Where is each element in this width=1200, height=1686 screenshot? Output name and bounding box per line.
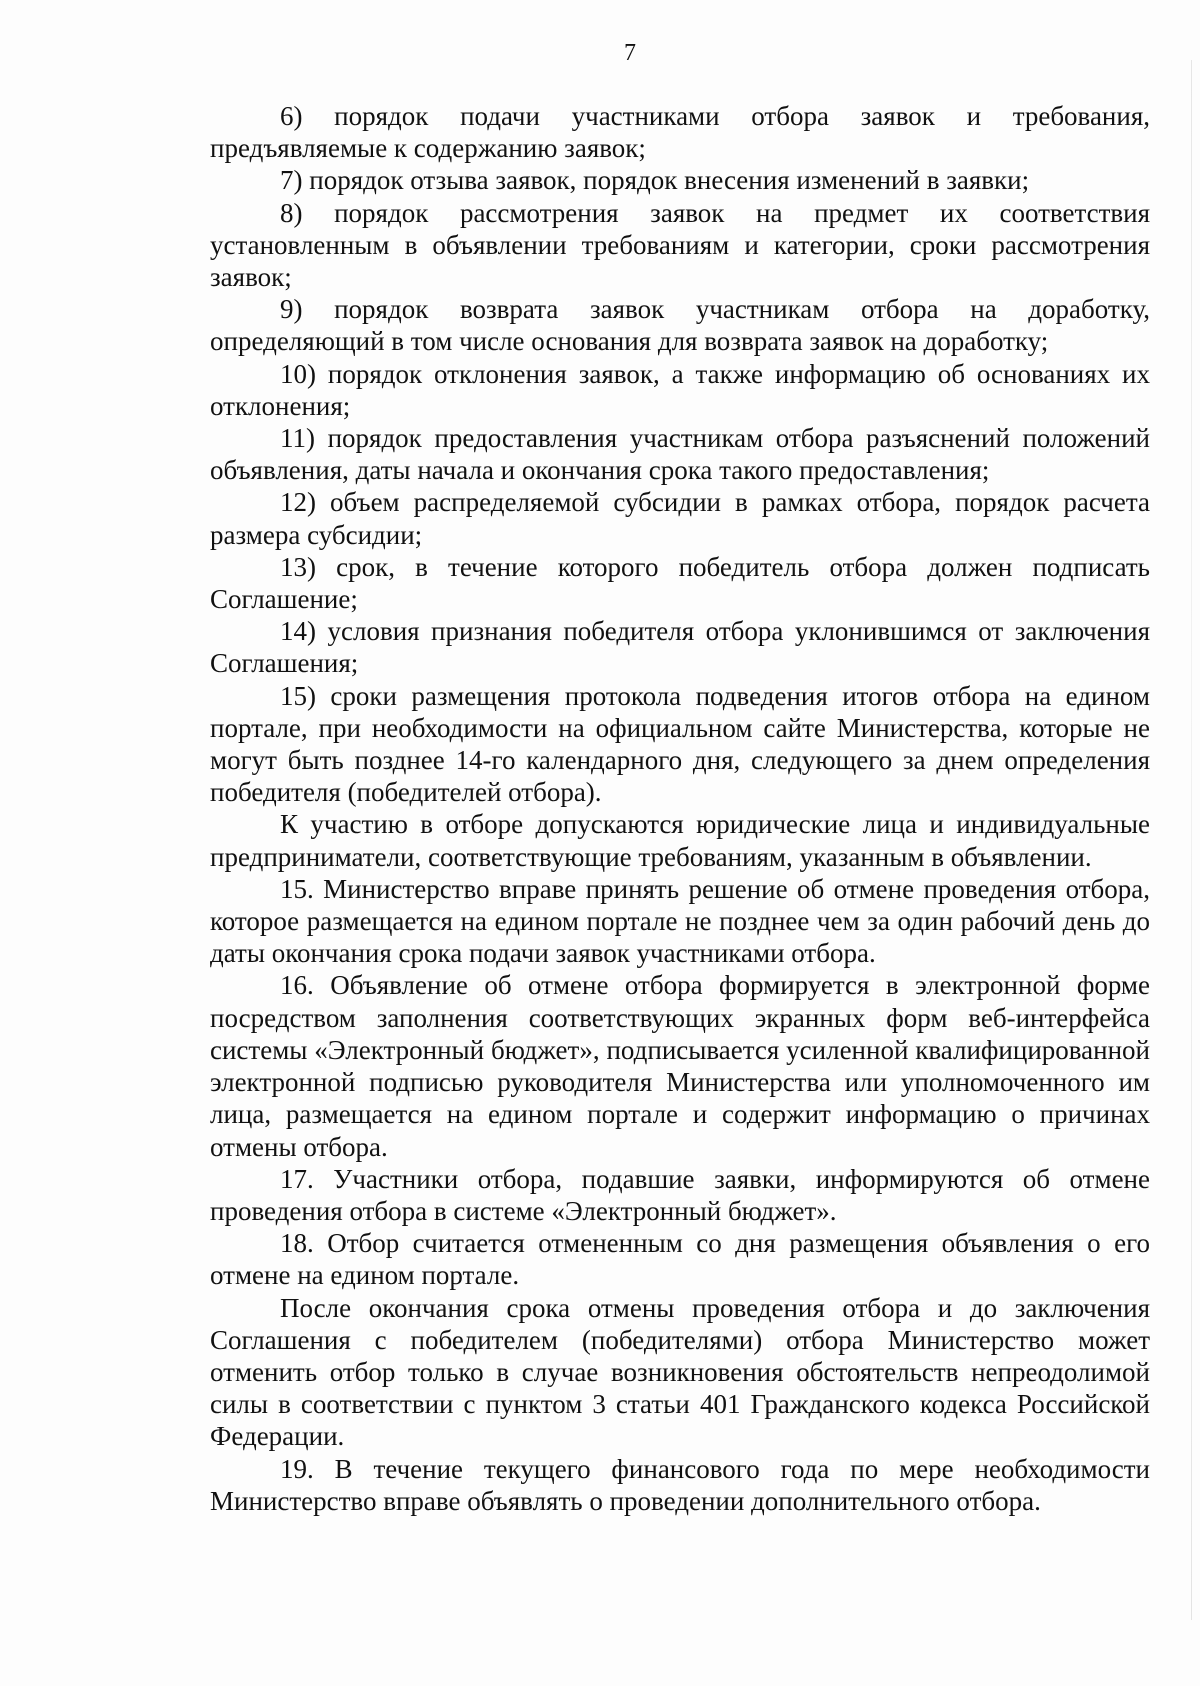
paragraph-item-12: 12) объем распределяемой субсидии в рамках отбора, порядок расчета размера субсидии; bbox=[210, 487, 1150, 550]
paragraph-item-14: 14) условия признания победителя отбора уклонившимся от заключения Соглашения; bbox=[210, 616, 1150, 679]
paragraph-clause-19: 19. В течение текущего финансового года по мере необходимости Министерство вправе объявлять о проведении дополнительного отбора. bbox=[210, 1453, 1150, 1516]
paragraph-item-13: 13) срок, в течение которого победитель отбора должен подписать Соглашение; bbox=[210, 551, 1150, 615]
paragraph-clause-17: 17. Участники отбора, подавшие заявки, информируются об отмене проведения отбора в системе «Электронный бюджет». bbox=[210, 1163, 1150, 1226]
paragraph-force-majeure: После окончания срока отмены проведения отбора и до заключения Соглашения с победителем (победителями) отбора Министерство может отменить отбор только в случае возникновения обстоятельств непреодолимой силы в соответствии с пунктом 3 статьи 401 Гражданского кодекса Российской Федерации. bbox=[210, 1292, 1150, 1452]
paragraph-item-6: 6) порядок подачи участниками отбора заявок и требования, предъявляемые к содержанию заявок; bbox=[210, 101, 1150, 164]
paragraph-clause-16: 16. Объявление об отмене отбора формируется в электронной форме посредством заполнения соответствующих экранных форм веб-интерфейса системы «Электронный бюджет», подписывается усиленной квалифицированной электронной подписью руководителя Министерства или уполномоченного им лица, размещается на едином портале и содержит информацию о причинах отмены отбора. bbox=[210, 970, 1150, 1162]
paragraph-clause-15: 15. Министерство вправе принять решение об отмене проведения отбора, которое размещается на едином портале не позднее чем за один рабочий день до даты окончания срока подачи заявок участниками отбора. bbox=[210, 873, 1150, 969]
paragraph-item-15: 15) сроки размещения протокола подведения итогов отбора на едином портале, при необходимости на официальном сайте Министерства, которые не могут быть позднее 14-го календарного дня, следующего за днем определения победителя (победителей отбора). bbox=[210, 680, 1150, 808]
paragraph-item-7: 7) порядок отзыва заявок, порядок внесения изменений в заявки; bbox=[280, 165, 1030, 196]
document-body bbox=[210, 100, 1150, 1517]
paragraph-item-10: 10) порядок отклонения заявок, а также информацию об основаниях их отклонения; bbox=[210, 358, 1150, 421]
paragraph-eligibility: К участию в отборе допускаются юридические лица и индивидуальные предприниматели, соответствующие требованиям, указанным в объявлении. bbox=[210, 809, 1150, 872]
paragraph-item-9: 9) порядок возврата заявок участникам отбора на доработку, определяющий в том числе основания для возврата заявок на доработку; bbox=[210, 294, 1150, 357]
paragraph-item-8: 8) порядок рассмотрения заявок на предмет их соответствия установленным в объявлении требованиям и категории, сроки рассмотрения заявок; bbox=[210, 197, 1150, 293]
scan-edge-shadow bbox=[1191, 60, 1192, 1620]
page-number: 7 bbox=[624, 40, 636, 66]
paragraph-item-11: 11) порядок предоставления участникам отбора разъяснений положений объявления, даты начала и окончания срока такого предоставления; bbox=[210, 423, 1150, 486]
paragraph-clause-18: 18. Отбор считается отмененным со дня размещения объявления о его отмене на едином портале. bbox=[210, 1228, 1150, 1291]
